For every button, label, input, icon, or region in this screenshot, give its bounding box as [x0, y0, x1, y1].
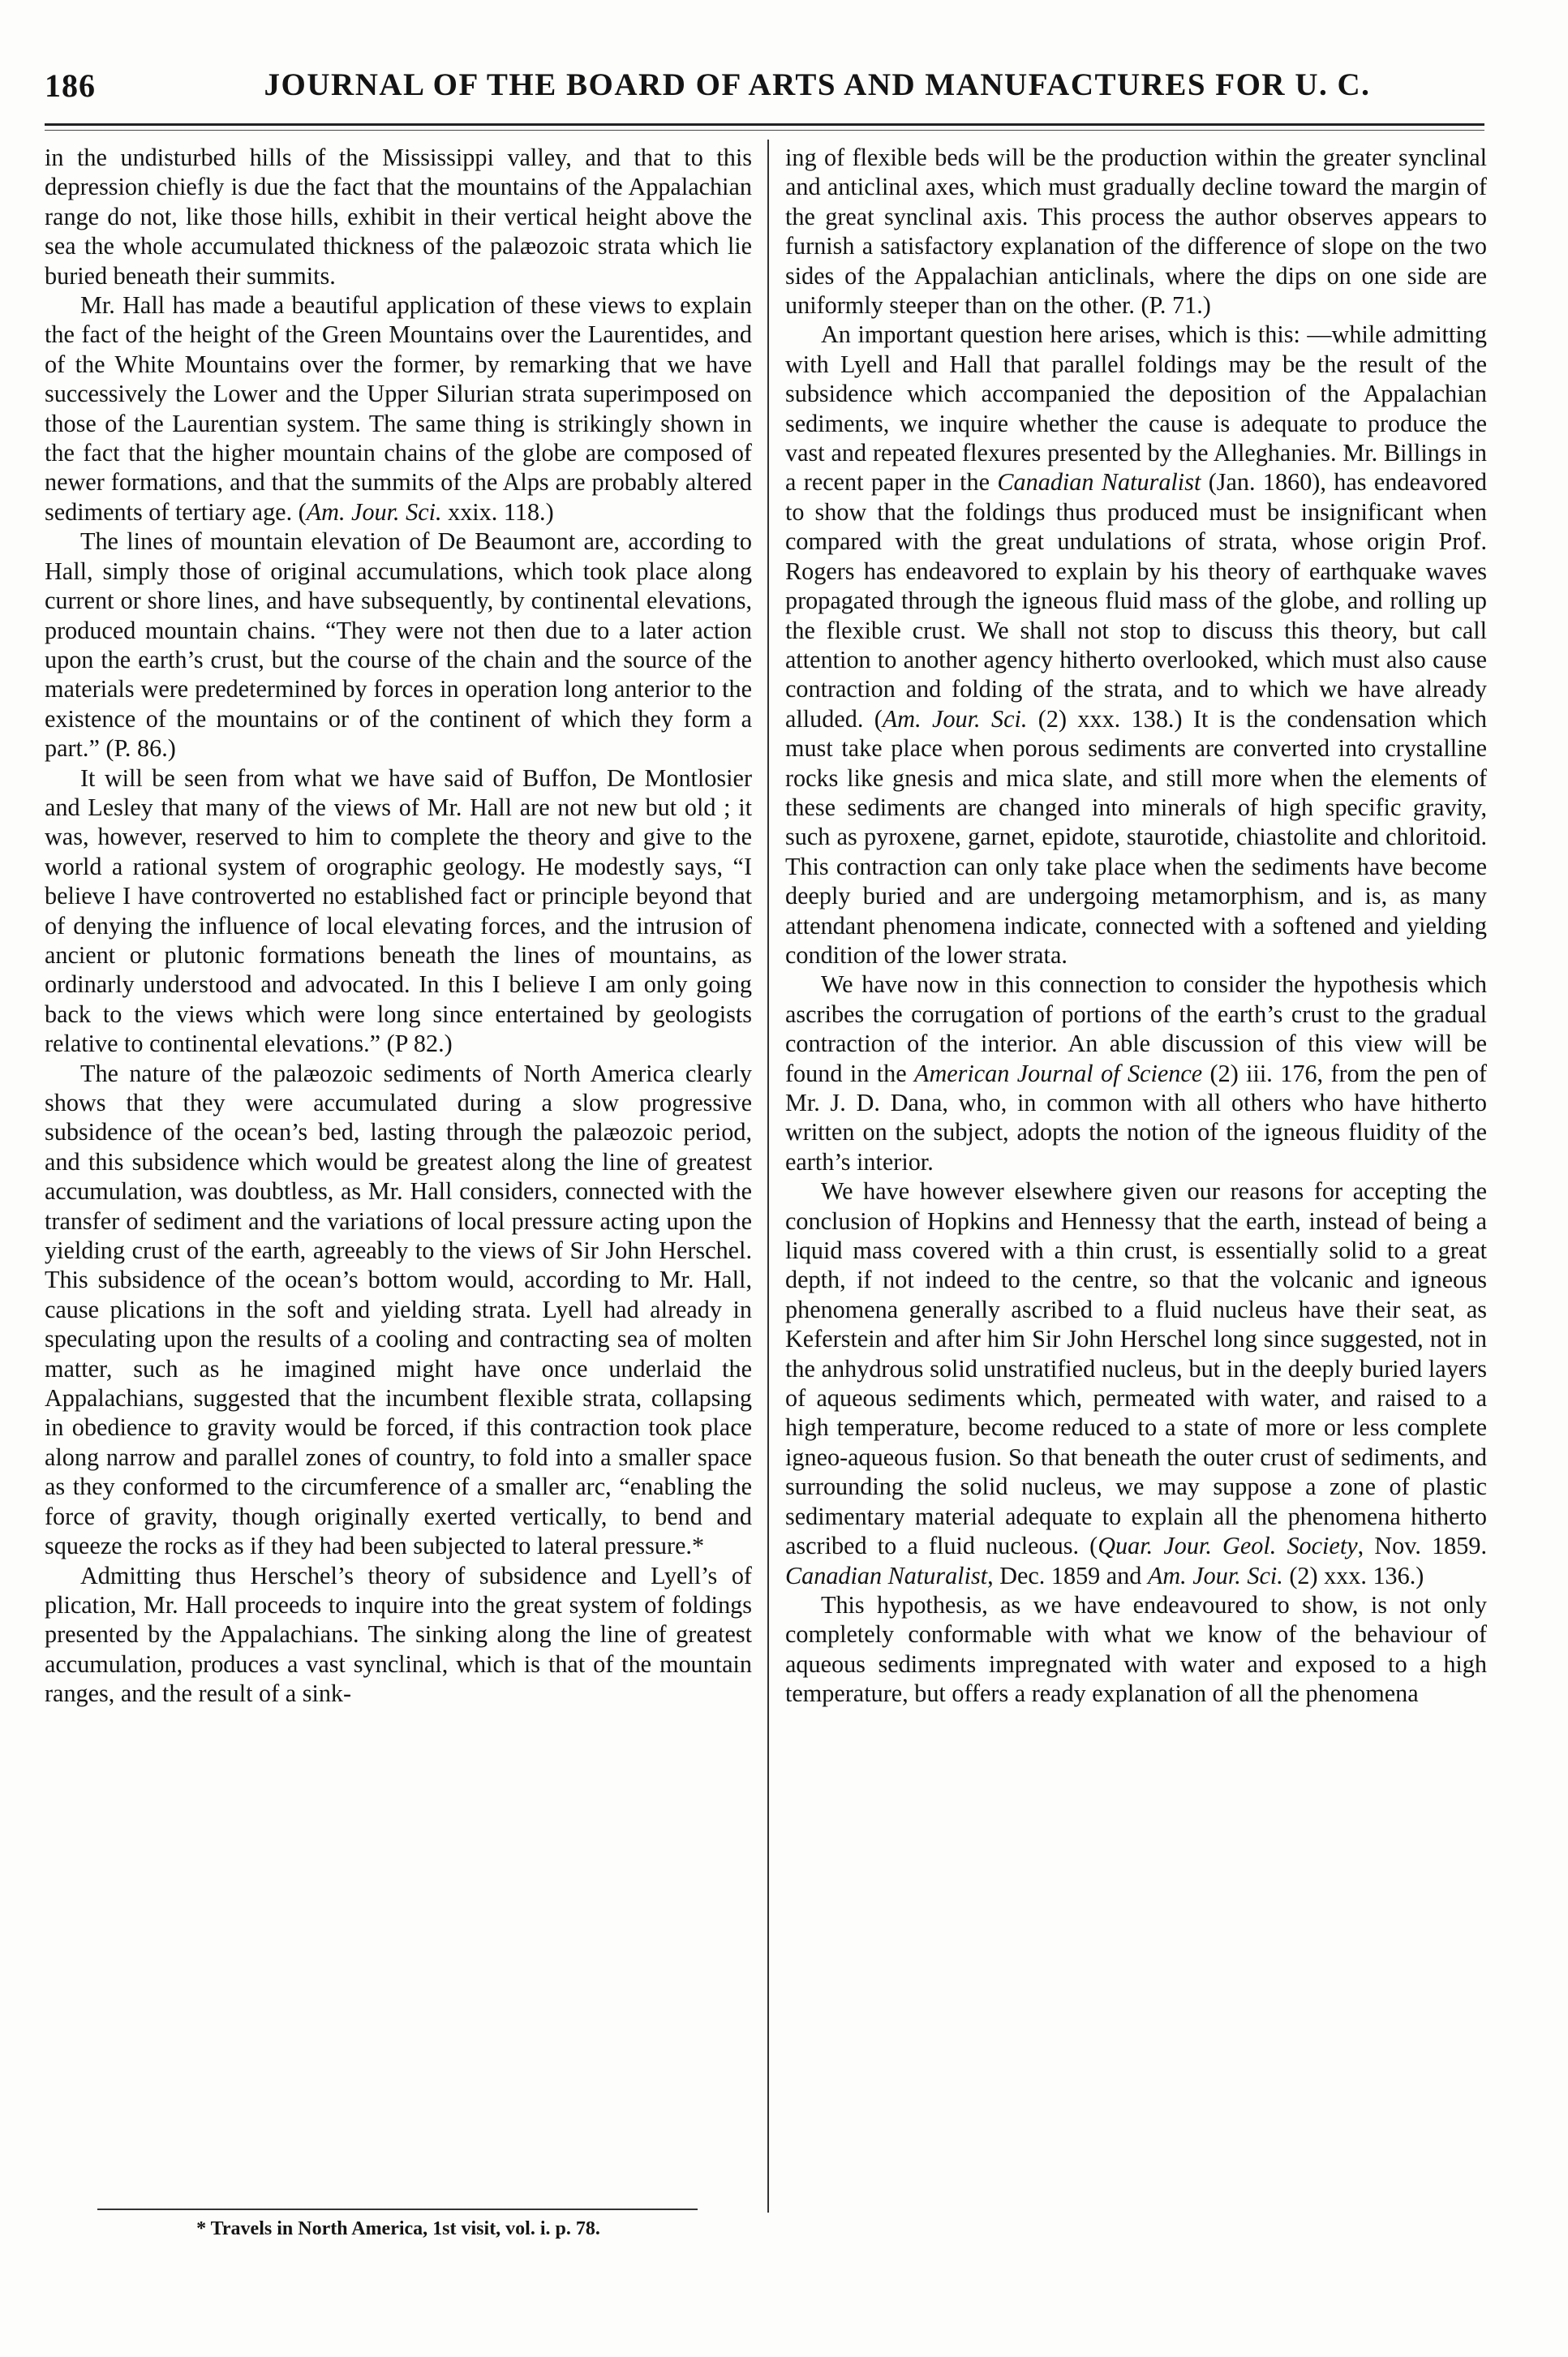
left-paragraph-6: Admitting thus Herschel’s theory of subsidence and Lyell’s of plication, Mr. Hall proceeds to inquire into the great system of foldings presented by the Appalachians. The sinking along the line of greatest accumulation, produces a vast synclinal, which is that of the mountain ranges, and the result of a sink-	[45, 1561, 752, 1708]
column-divider	[767, 140, 769, 2213]
header-rule	[45, 123, 1484, 126]
running-title: JOURNAL OF THE BOARD OF ARTS AND MANUFACTURES FOR U. C.	[264, 67, 1371, 102]
right-paragraph-4: We have however elsewhere given our reasons for accepting the conclusion of Hopkins and Hennessy that the earth, instead of being a liquid mass covered with a thin crust, is essentially solid to a great depth, if not indeed to the centre, so that the volcanic and igneous phenomena generally ascribed to a fluid nucleus have their seat, as Keferstein and after him Sir John Herschel long since suggested, not in the anhydrous solid unstratified nucleus, but in the deeply buried layers of aqueous sediments which, permeated with water, and raised to a high temperature, become reduced to a state of more or less complete igneo-aqueous fusion. So that beneath the outer crust of sediments, and surrounding the solid nucleus, we may suppose a zone of plastic sedimentary material adequate to explain all the phenomena hitherto ascribed to a fluid nucleous. (Quar. Jour. Geol. Society, Nov. 1859. Canadian Naturalist, Dec. 1859 and Am. Jour. Sci. (2) xxx. 136.)	[785, 1177, 1487, 1589]
page-header	[45, 67, 1484, 115]
citation: Am. Jour. Sci.	[1147, 1561, 1283, 1589]
citation: Am. Jour. Sci.	[306, 497, 442, 526]
footnote: * Travels in North America, 1st visit, vol. i. p. 78.	[196, 2218, 600, 2239]
left-paragraph-1: in the undisturbed hills of the Mississippi valley, and that to this depression chiefly is due the fact that the mountains of the Appalachian range do not, like those hills, exhibit in their vertical height above the sea the whole accumulated thickness of the palæozoic strata which lie buried beneath their summits.	[45, 144, 752, 290]
right-paragraph-2: An important question here arises, which is this: —while admitting with Lyell and Hall that parallel foldings may be the result of the subsidence which accompanied the deposition of the Appalachian sediments, we inquire whether the cause is adequate to produce the vast and repeated flexures presented by the Alleghanies. Mr. Billings in a recent paper in the Canadian Naturalist (Jan. 1860), has endeavored to show that the foldings thus produced must be insignificant when compared with the great undulations of strata, whose origin Prof. Rogers has endeavored to explain by his theory of earthquake waves propagated through the igneous fluid mass of the globe, and rolling up the flexible crust. We shall not stop to discuss this theory, but call attention to another agency hitherto overlooked, which must also cause contraction and folding of the strata, and to which we have already alluded. (Am. Jour. Sci. (2) xxx. 138.) It is the condensation which must take place when porous sediments are converted into crystalline rocks like gnesis and mica slate, and still more when the elements of these sediments are changed into minerals of high specific gravity, such as pyroxene, garnet, epidote, staurotide, chiastolite and chloritoid. This contraction can only take place when the sediments have become deeply buried and are undergoing metamorphism, and is, as many attendant phenomena indicate, connected with a softened and yielding condition of the lower strata.	[785, 320, 1487, 969]
header-rule-thin	[45, 130, 1484, 131]
citation: Am. Jour. Sci.	[882, 704, 1028, 733]
citation: American Journal of Science	[914, 1059, 1203, 1087]
footnote-rule	[97, 2209, 698, 2210]
page-number: 186	[45, 67, 96, 104]
left-column	[45, 143, 752, 2208]
left-paragraph-3: The lines of mountain elevation of De Beaumont are, according to Hall, simply those of original accumulations, which took place along current or shore lines, and have subsequently, by continental elevations, produced mountain chains. “They were not then due to a later action upon the earth’s crust, but the course of the chain and the source of the materials were predetermined by forces in operation long anterior to the existence of the mountains or of the continent of which they form a part.” (P. 86.)	[45, 527, 752, 763]
right-paragraph-3: We have now in this connection to consider the hypothesis which ascribes the corrugation of portions of the earth’s crust to the gradual contraction of the interior. An able discussion of this view will be found in the American Journal of Science (2) iii. 176, from the pen of Mr. J. D. Dana, who, in common with all others who have hitherto written on the subject, adopts the notion of the igneous fluidity of the earth’s interior.	[785, 970, 1487, 1176]
right-paragraph-5: This hypothesis, as we have endeavoured to show, is not only completely conformable with what we know of the behaviour of aqueous sediments impregnated with water and exposed to a high temperature, but offers a ready explanation of all the phenomena	[785, 1590, 1487, 1708]
citation: Canadian Naturalist	[785, 1561, 988, 1589]
citation: Canadian Naturalist	[997, 468, 1201, 497]
left-paragraph-5: The nature of the palæozoic sediments of North America clearly shows that they were accumulated during a slow progressive subsidence of the ocean’s bed, lasting through the palæozoic period, and this subsidence which would be greatest along the line of greatest accumulation, was doubtless, as Mr. Hall considers, connected with the transfer of sediment and the variations of local pressure acting upon the yielding crust of the earth, agreeably to the views of Sir John Herschel. This subsidence of the ocean’s bottom would, according to Mr. Hall, cause plications in the soft and yielding strata. Lyell had already in speculating upon the results of a cooling and contracting sea of molten matter, such as he imagined might have once underlaid the Appalachians, suggested that the incumbent flexible strata, collapsing in obedience to gravity would be forced, if this contraction took place along narrow and parallel zones of country, to fold into a smaller space as they conformed to the circumference of a smaller arc, “enabling the force of gravity, though originally exerted vertically, to bend and squeeze the rocks as if they had been subjected to lateral pressure.*	[45, 1059, 752, 1560]
left-paragraph-4: It will be seen from what we have said of Buffon, De Montlosier and Lesley that many of the views of Mr. Hall are not new but old ; it was, however, reserved to him to complete the theory and give to the world a rational system of orographic geology. He modestly says, “I believe I have controverted no established fact or principle beyond that of denying the influence of local elevating forces, and the intrusion of ancient or plutonic formations beneath the lines of mountains, as ordinarly understood and advocated. In this I believe I am only going back to the views which were long since entertained by geologists relative to continental elevations.” (P 82.)	[45, 763, 752, 1058]
right-paragraph-1: ing of flexible beds will be the production within the greater synclinal and anticlinal axes, which must gradually decline toward the margin of the great synclinal axis. This process the author observes appears to furnish a satisfactory explanation of the difference of slope on the two sides of the Appalachian anticlinals, where the dips on one side are uniformly steeper than on the other. (P. 71.)	[785, 144, 1487, 320]
citation: Quar. Jour. Geol. Society	[1098, 1532, 1358, 1560]
left-paragraph-2: Mr. Hall has made a beautiful application of these views to explain the fact of the height of the Green Mountains over the Laurentides, and of the White Mountains over the former, by remarking that we have successively the Lower and the Upper Silurian strata superimposed on those of the Laurentian system. The same thing is strikingly shown in the fact that the higher mountain chains of the globe are composed of newer formations, and that the summits of the Alps are probably altered sediments of tertiary age. (Am. Jour. Sci. xxix. 118.)	[45, 291, 752, 526]
right-column	[785, 143, 1487, 2208]
